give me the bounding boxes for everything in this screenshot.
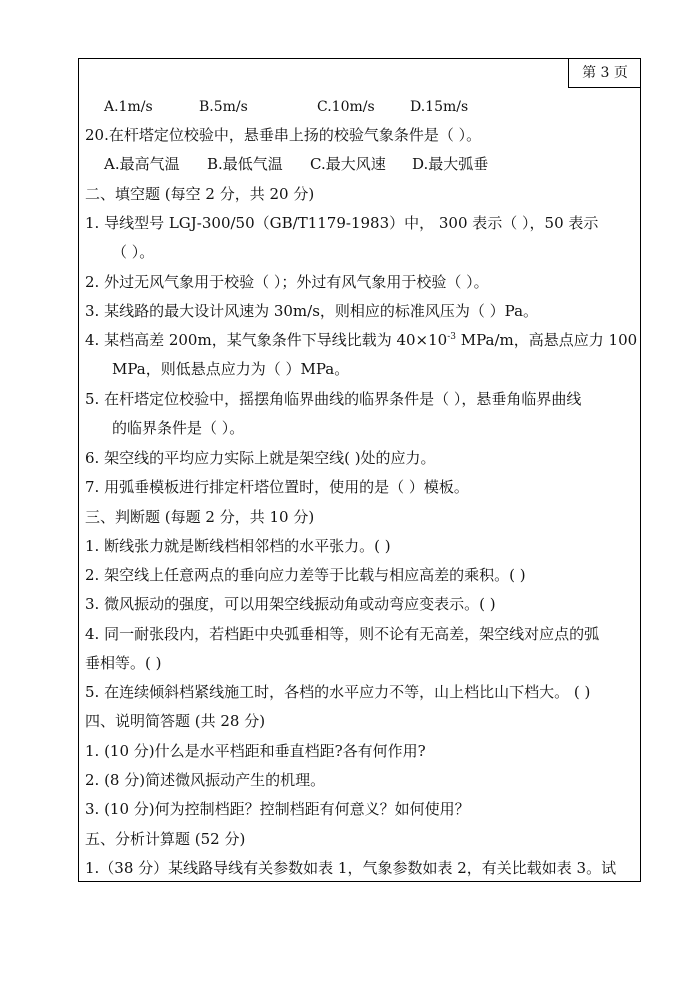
s4-q3: 3. (10 分)何为控制档距？控制档距有何意义？如何使用？ bbox=[85, 800, 470, 818]
s3-q2: 2. 架空线上任意两点的垂向应力差等于比载与相应高差的乘积。( ) bbox=[85, 566, 526, 584]
q19-option-b: B.5m/s bbox=[199, 99, 248, 115]
s3-q4-line1: 4. 同一耐张段内，若档距中央弧垂相等，则不论有无高差，架空线对应点的弧 bbox=[85, 625, 600, 643]
q20-option-b: B.最低气温 bbox=[207, 155, 283, 173]
q20-stem: 20.在杆塔定位校验中，悬垂串上扬的校验气象条件是（ ）。 bbox=[85, 126, 482, 144]
s2-q5-line2: 的临界条件是（ ）。 bbox=[112, 419, 245, 437]
s2-q4-text-a: 4. 某档高差 200m，某气象条件下导线比载为 40×10 bbox=[85, 331, 448, 349]
q19-option-a: A.1m/s bbox=[104, 99, 153, 115]
s2-q4-exponent: -3 bbox=[447, 332, 456, 342]
s3-q3: 3. 微风振动的强度，可以用架空线振动角或动弯应变表示。( ) bbox=[85, 595, 496, 613]
s2-q5-line1: 5. 在杆塔定位校验中，摇摆角临界曲线的临界条件是（ ），悬垂角临界曲线 bbox=[85, 390, 582, 408]
page-number-box: 第 3 页 bbox=[568, 58, 641, 88]
s2-q6: 6. 架空线的平均应力实际上就是架空线( )处的应力。 bbox=[85, 449, 436, 467]
s2-q1-line2: （ ）。 bbox=[112, 243, 155, 261]
section2-heading: 二、填空题 (每空 2 分，共 20 分) bbox=[85, 185, 315, 203]
s2-q7: 7. 用弧垂模板进行排定杆塔位置时，使用的是（ ）模板。 bbox=[85, 478, 469, 496]
q20-option-c: C.最大风速 bbox=[310, 155, 386, 173]
s2-q1-line1: 1. 导线型号 LGJ-300/50（GB/T1179-1983）中， 300 表示（ ），50 表示 bbox=[85, 214, 599, 232]
s2-q2: 2. 外过无风气象用于校验（ ）；外过有风气象用于校验（ ）。 bbox=[85, 273, 489, 291]
s2-q4-line1 bbox=[85, 330, 637, 350]
s4-q2: 2. (8 分)简述微风振动产生的机理。 bbox=[85, 771, 326, 789]
s2-q4-text-b: MPa/m，高悬点应力 100 bbox=[456, 331, 638, 349]
q20-option-d: D.最大弧垂 bbox=[412, 155, 489, 173]
section4-heading: 四、说明简答题 (共 28 分) bbox=[85, 712, 266, 730]
s5-q1-line1: 1.（38 分）某线路导线有关参数如表 1，气象参数如表 2，有关比载如表 3。试 bbox=[85, 859, 617, 877]
q20-option-a: A.最高气温 bbox=[104, 155, 180, 173]
q19-option-d: D.15m/s bbox=[410, 99, 469, 115]
q19-option-c: C.10m/s bbox=[317, 99, 375, 115]
s2-q4-line2: MPa，则低悬点应力为（ ）MPa。 bbox=[112, 360, 350, 378]
section3-heading: 三、判断题 (每题 2 分，共 10 分) bbox=[85, 508, 315, 526]
s3-q5: 5. 在连续倾斜档紧线施工时，各档的水平应力不等，山上档比山下档大。 ( ) bbox=[85, 683, 591, 701]
s2-q3: 3. 某线路的最大设计风速为 30m/s，则相应的标准风压为（ ）Pa。 bbox=[85, 302, 539, 320]
s3-q4-line2: 垂相等。( ) bbox=[85, 654, 162, 672]
section5-heading: 五、分析计算题 (52 分) bbox=[85, 830, 246, 848]
s3-q1: 1. 断线张力就是断线档相邻档的水平张力。( ) bbox=[85, 537, 391, 555]
s4-q1: 1. (10 分)什么是水平档距和垂直档距?各有何作用? bbox=[85, 742, 426, 760]
